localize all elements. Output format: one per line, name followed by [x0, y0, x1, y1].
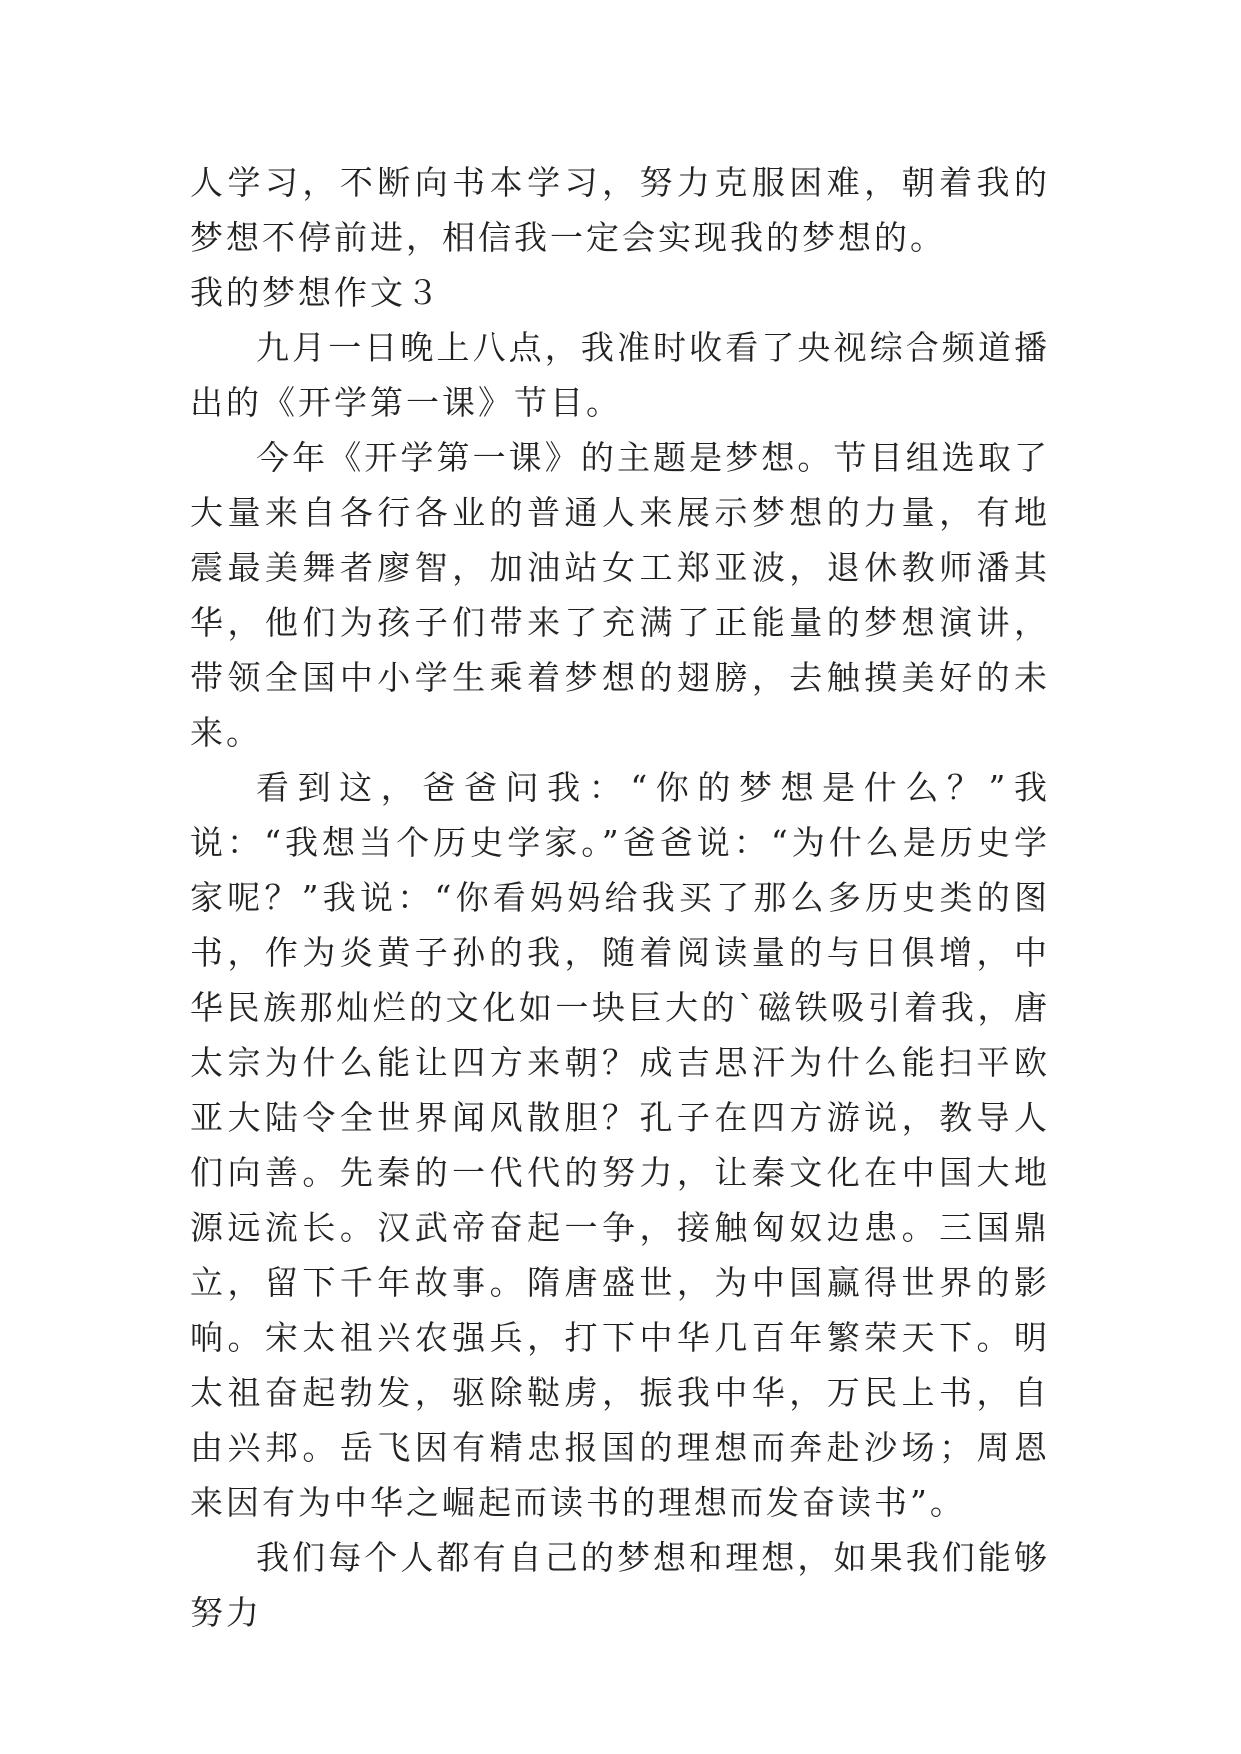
section-title: 我的梦想作文３ — [190, 273, 442, 312]
continued-paragraph: 人学习，不断向书本学习，努力克服困难，朝着我的梦想不停前进，相信我一定会实现我的梦想的。 — [190, 163, 1050, 257]
paragraph-4: 我们每个人都有自己的梦想和理想，如果我们能够努力 — [190, 1538, 1050, 1632]
paragraph-2: 今年《开学第一课》的主题是梦想。节目组选取了大量来自各行各业的普通人来展示梦想的力量，有地震最美舞者廖智，加油站女工郑亚波，退休教师潘其华，他们为孩子们带来了充满了正能量的梦想演讲，带领全国中小学生乘着梦想的翅膀，去触摸美好的未来。 — [190, 438, 1050, 752]
document-body — [190, 155, 1050, 1640]
paragraph-1: 九月一日晚上八点，我准时收看了央视综合频道播出的《开学第一课》节目。 — [190, 328, 1050, 422]
paragraph-3: 看到这，爸爸问我：“你的梦想是什么？”我说：“我想当个历史学家。”爸爸说：“为什么是历史学家呢？”我说：“你看妈妈给我买了那么多历史类的图书，作为炎黄子孙的我，随着阅读量的与日俱增，中华民族那灿烂的文化如一块巨大的`磁铁吸引着我，唐太宗为什么能让四方来朝？成吉思汗为什么能扫平欧亚大陆令全世界闻风散胆？孔子在四方游说，教导人们向善。先秦的一代代的努力，让秦文化在中国大地源远流长。汉武帝奋起一争，接触匈奴边患。三国鼎立，留下千年故事。隋唐盛世，为中国赢得世界的影响。宋太祖兴农强兵，打下中华几百年繁荣天下。明太祖奋起勃发，驱除鞑虏，振我中华，万民上书，自由兴邦。岳飞因有精忠报国的理想而奔赴沙场；周恩来因有为中华之崛起而读书的理想而发奋读书”。 — [190, 768, 1050, 1522]
